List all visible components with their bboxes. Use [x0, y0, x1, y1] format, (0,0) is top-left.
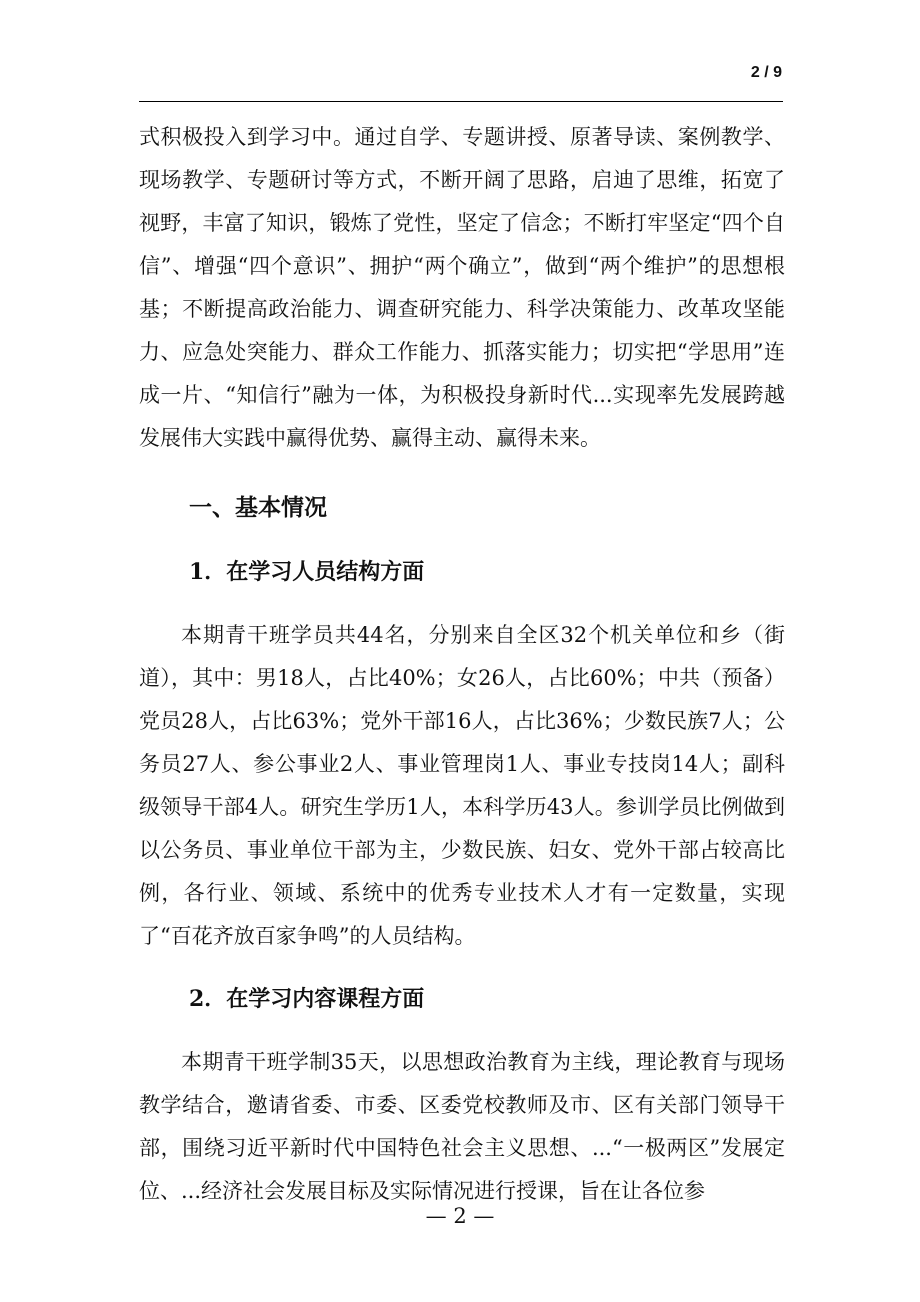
subsection-heading-1: 1．在学习人员结构方面: [189, 559, 425, 585]
intro-paragraph: 式积极投入到学习中。通过自学、专题讲授、原著导读、案例教学、现场教学、专题研讨等方式，不断开阔了思路，启迪了思维，拓宽了视野，丰富了知识，锻炼了党性，坚定了信念；不断打牢坚定“四个自信”、增强“四个意识”、拥护“两个确立”，做到“两个维护”的思想根基；不断提高政治能力、调查研究能力、科学决策能力、改革攻坚能力、应急处突能力、群众工作能力、抓落实能力；切实把“学思用”连成一片、“知信行”融为一体，为积极投身新时代...实现率先发展跨越发展伟大实践中赢得优势、赢得主动、赢得未来。: [139, 125, 785, 450]
subsection-paragraph-2: 本期青干班学制35天，以思想政治教育为主线，理论教育与现场教学结合，邀请省委、市委、区委党校教师及市、区有关部门领导干部，围绕习近平新时代中国特色社会主义思想、...“一极两区”发展定位、...经济社会发展目标及实际情况进行授课，旨在让各位参: [139, 1050, 785, 1203]
subsection-paragraph-1: 本期青干班学员共44名，分别来自全区32个机关单位和乡（街道），其中：男18人，占比40%；女26人，占比60%；中共（预备）党员28人，占比63%；党外干部16人，占比36%；少数民族7人；公务员27人、参公事业2人、事业管理岗1人、事业专技岗14人；副科级领导干部4人。研究生学历1人，本科学历43人。参训学员比例做到以公务员、事业单位干部为主，少数民族、妇女、党外干部占较高比例，各行业、领域、系统中的优秀专业技术人才有一定数量，实现了“百花齐放百家争鸣”的人员结构。: [139, 623, 785, 948]
header-rule: [139, 101, 783, 102]
page-number: — 2 —: [425, 1204, 495, 1228]
section-heading: 一、基本情况: [189, 494, 327, 521]
page-indicator: 2 / 9: [750, 64, 782, 81]
document-body: [139, 116, 785, 1213]
subsection-heading-2: 2．在学习内容课程方面: [189, 986, 425, 1012]
